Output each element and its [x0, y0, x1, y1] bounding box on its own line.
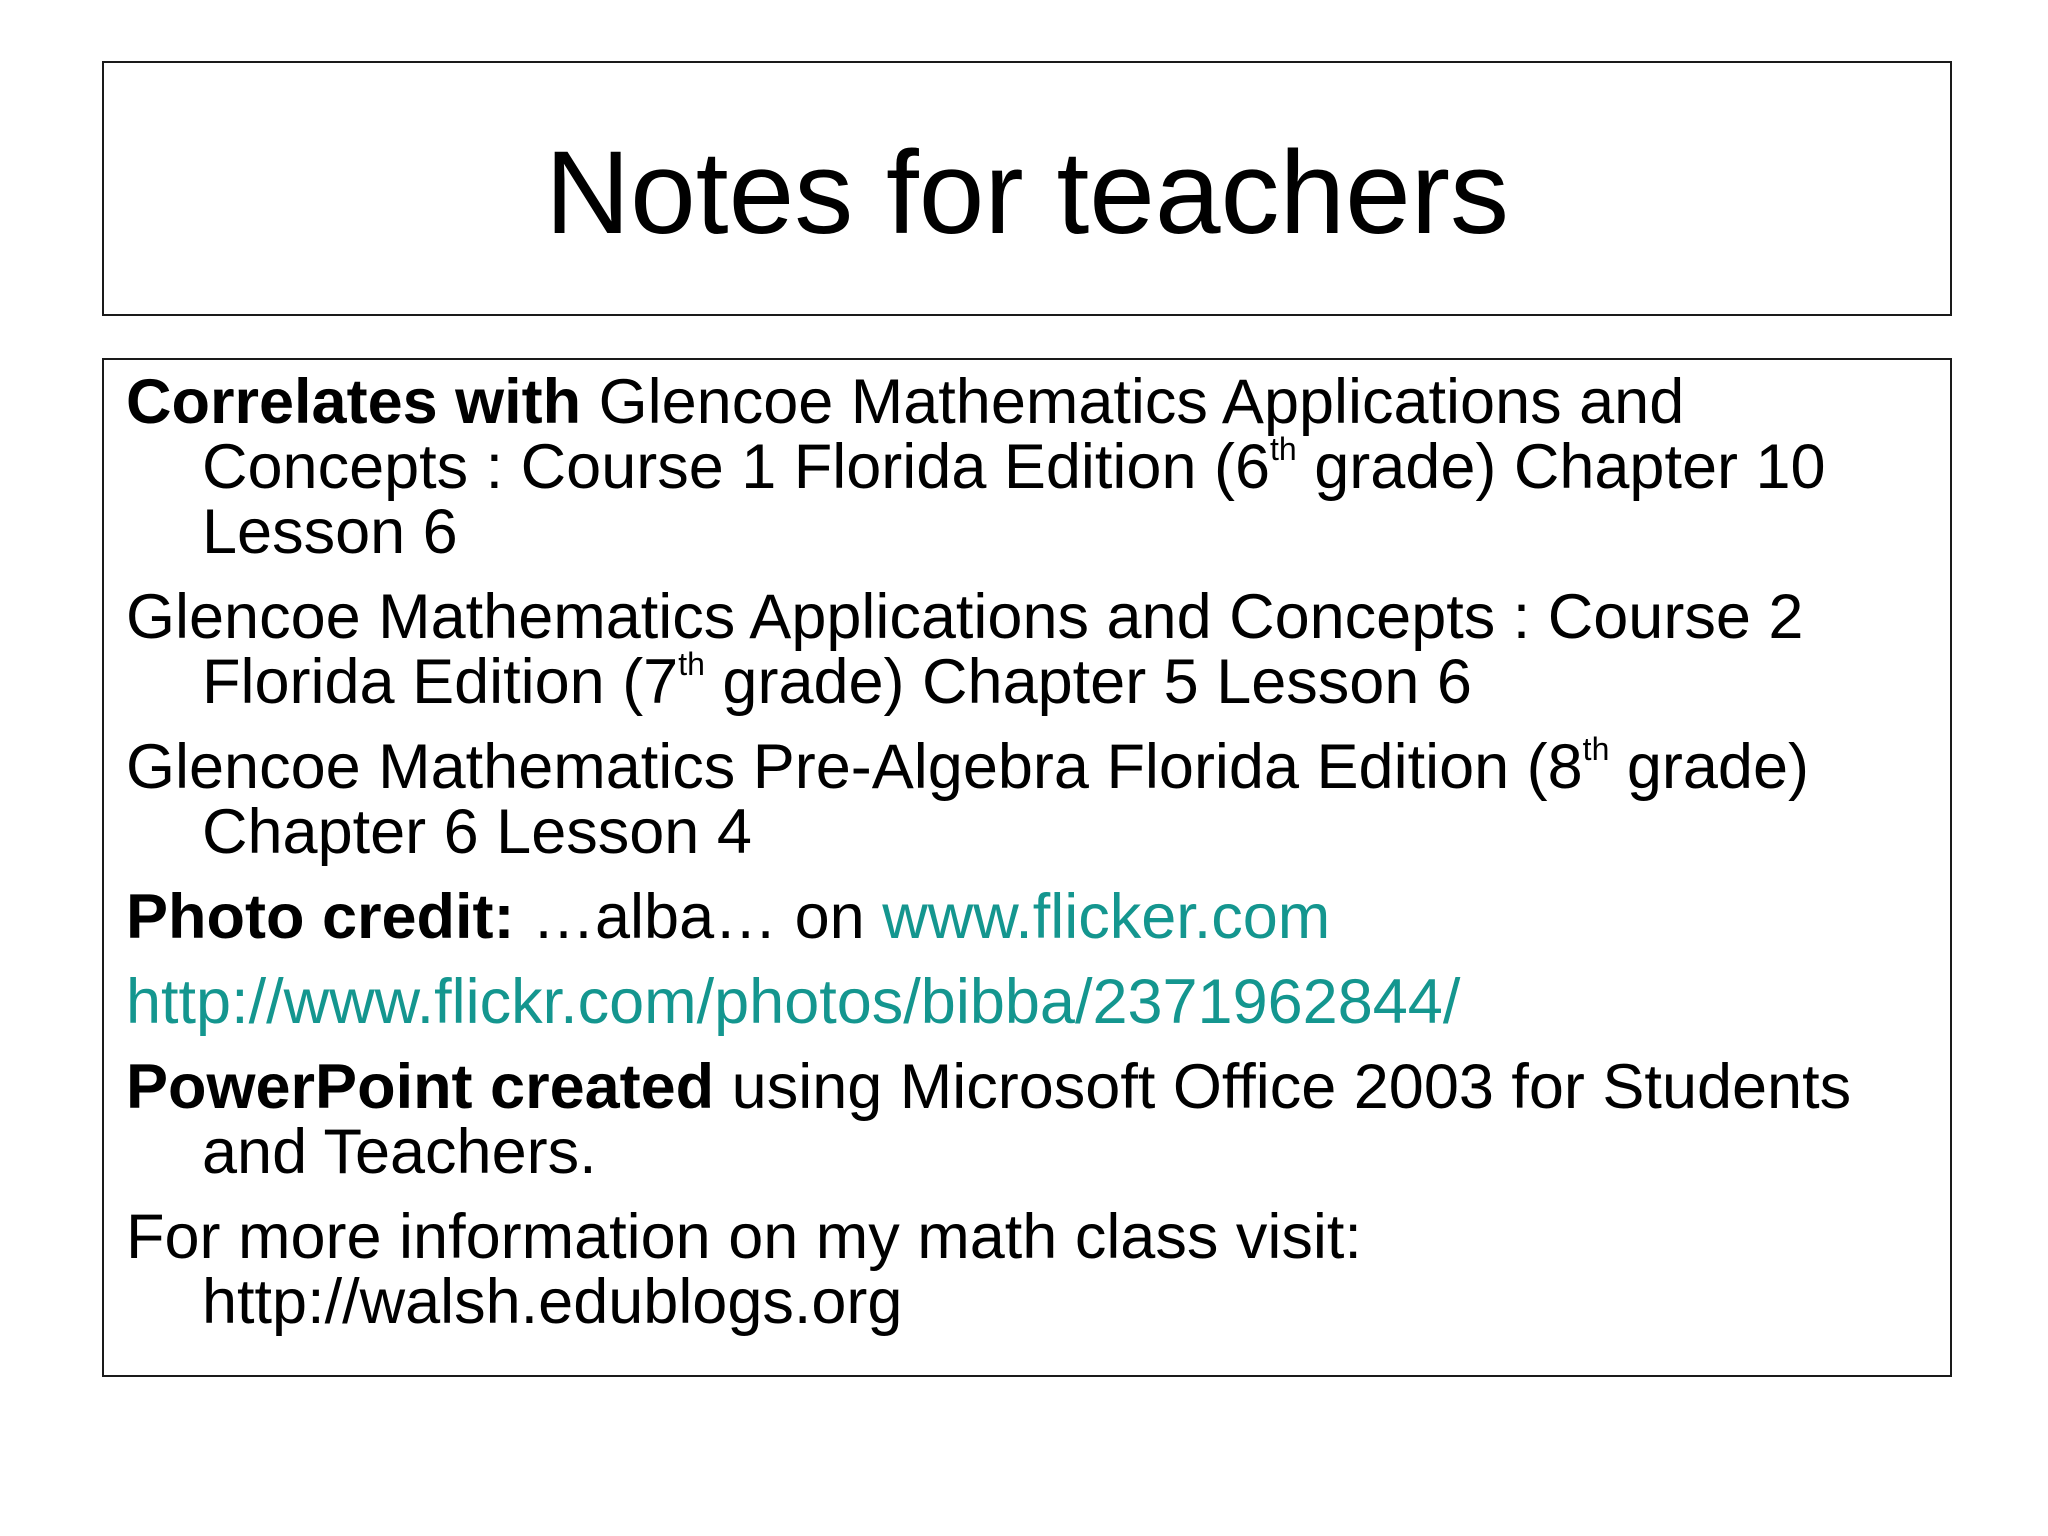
paragraph-correlates-course1: [126, 367, 1932, 567]
powerpoint-label: PowerPoint created: [126, 1052, 715, 1122]
paragraph-more-info: [126, 1202, 1932, 1337]
prealgebra-chapter: grade) Chapter 6 Lesson 4: [202, 732, 1809, 867]
course2-text: Glencoe Mathematics Applications and Concepts : Course 2 Florida Edition (7: [126, 582, 1804, 717]
more-info-text: For more information on my math class visit: http://walsh.edublogs.org: [126, 1202, 1362, 1337]
course2-chapter: grade) Chapter 5 Lesson 6: [704, 647, 1472, 717]
slide-title: Notes for teachers: [544, 126, 1510, 259]
prealgebra-ordinal: th: [1582, 731, 1610, 767]
paragraph-photo-url: [126, 967, 1932, 1037]
course1-text: Glencoe Mathematics Applications and Concepts : Course 1 Florida Edition (6: [202, 367, 1685, 502]
course1-ordinal: th: [1270, 431, 1297, 467]
flicker-link[interactable]: www.flicker.com: [882, 882, 1331, 952]
photo-credit-label: Photo credit:: [126, 882, 515, 952]
paragraph-photo-credit: [126, 882, 1932, 952]
notes-body: [102, 358, 1952, 1377]
paragraph-prealgebra: [126, 731, 1932, 867]
powerpoint-text: using Microsoft Office 2003 for Students and Teachers.: [202, 1052, 1852, 1187]
course2-ordinal: th: [678, 646, 705, 682]
photo-credit-text: …alba… on: [514, 882, 883, 952]
course1-chapter: grade) Chapter 10 Lesson 6: [202, 432, 1826, 567]
correlates-label: Correlates with: [126, 367, 582, 437]
title-box: [102, 61, 1952, 316]
paragraph-course2: [126, 582, 1932, 717]
flickr-photo-link[interactable]: http://www.flickr.com/photos/bibba/2371962844/: [126, 967, 1461, 1037]
prealgebra-text: Glencoe Mathematics Pre-Algebra Florida Edition (8: [126, 732, 1583, 802]
paragraph-powerpoint: [126, 1052, 1932, 1187]
